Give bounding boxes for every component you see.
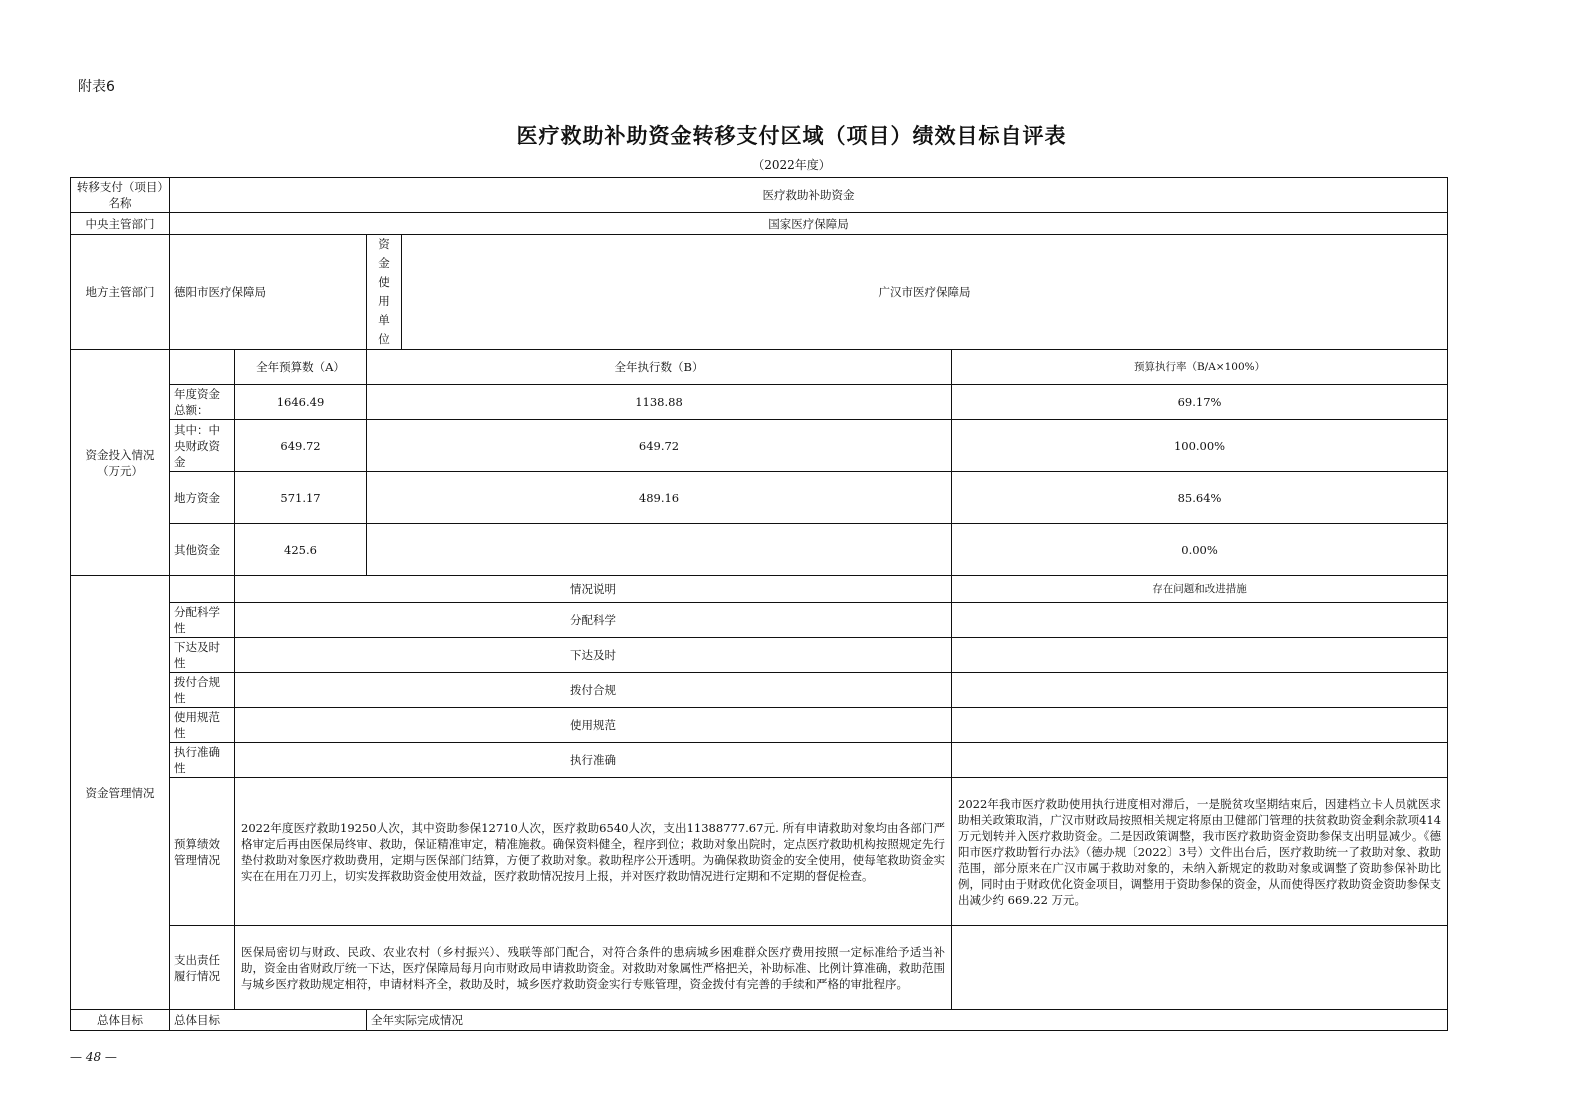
funds-row-label: 年度资金总额： bbox=[170, 385, 235, 420]
mgmt-row-issues bbox=[952, 638, 1448, 673]
page-title: 医疗救助补助资金转移支付区域（项目）绩效目标自评表 bbox=[516, 123, 1067, 148]
mgmt-row-issues bbox=[952, 743, 1448, 778]
funds-row-executed bbox=[367, 524, 952, 576]
funds-row bbox=[71, 472, 1448, 524]
funds-header-blank bbox=[170, 350, 235, 385]
mgmt-header-issues: 存在问题和改进措施 bbox=[952, 576, 1448, 603]
project-name-label: 转移支付（项目）名称 bbox=[71, 178, 170, 213]
mgmt-row-label: 预算绩效管理情况 bbox=[170, 778, 235, 926]
mgmt-row-label: 拨付合规性 bbox=[170, 673, 235, 708]
mgmt-row-desc: 执行准确 bbox=[235, 743, 952, 778]
mgmt-row bbox=[71, 708, 1448, 743]
funds-row-executed: 489.16 bbox=[367, 472, 952, 524]
evaluation-table bbox=[70, 177, 1448, 1031]
mgmt-row bbox=[71, 743, 1448, 778]
goal-label: 总体目标 bbox=[71, 1010, 170, 1031]
funds-row-rate: 100.00% bbox=[952, 420, 1448, 472]
funds-row-budget: 649.72 bbox=[235, 420, 367, 472]
funds-section-label: 资金投入情况（万元） bbox=[71, 350, 170, 576]
mgmt-row bbox=[71, 673, 1448, 708]
mgmt-row-label: 下达及时性 bbox=[170, 638, 235, 673]
mgmt-row-desc: 使用规范 bbox=[235, 708, 952, 743]
mgmt-row bbox=[71, 603, 1448, 638]
funds-row-rate: 85.64% bbox=[952, 472, 1448, 524]
local-dept-value: 德阳市医疗保障局 bbox=[170, 235, 367, 350]
funds-row-label: 其中：中央财政资金 bbox=[170, 420, 235, 472]
mgmt-row-budget-performance bbox=[71, 778, 1448, 926]
fund-user-label: 资金使用单位 bbox=[378, 237, 390, 346]
mgmt-row-label: 执行准确性 bbox=[170, 743, 235, 778]
funds-row-budget: 571.17 bbox=[235, 472, 367, 524]
year-subtitle: （2022年度） bbox=[752, 158, 831, 172]
central-dept-value: 国家医疗保障局 bbox=[170, 213, 1448, 235]
central-dept-label: 中央主管部门 bbox=[71, 213, 170, 235]
local-dept-label: 地方主管部门 bbox=[71, 235, 170, 350]
mgmt-header-desc: 情况说明 bbox=[235, 576, 952, 603]
mgmt-row-label: 支出责任履行情况 bbox=[170, 926, 235, 1010]
mgmt-header-row bbox=[71, 576, 1448, 603]
mgmt-row-label: 使用规范性 bbox=[170, 708, 235, 743]
mgmt-row-issues: 2022年我市医疗救助使用执行进度相对滞后，一是脱贫攻坚期结束后，因建档立卡人员就医求助相关政策取消，广汉市财政局按照相关规定将原由卫健部门管理的扶贫救助资金剩余款项414 万元划转并入医疗救助资金。二是因政策调整，我市医疗救助资金资助参保支出明显减少。《德阳市医疗救助暂行办法》（德办规〔2022〕3号）文件出台后，医疗救助统一了救助对象、救助范围，部分原来在广汉市属于救助对象的，未纳入新规定的救助对象或调整了资助参保补助比例，同时由于财政优化资金项目，调整用于资助参保的资金，从而使得医疗救助资金资助参保支出减少约 669.22 万元。 bbox=[952, 778, 1448, 926]
mgmt-header-blank bbox=[170, 576, 235, 603]
funds-header-row bbox=[71, 350, 1448, 385]
mgmt-row-label: 分配科学性 bbox=[170, 603, 235, 638]
funds-row bbox=[71, 385, 1448, 420]
goal-row bbox=[71, 1010, 1448, 1031]
fund-user-label-cell bbox=[367, 235, 402, 350]
mgmt-row-issues bbox=[952, 603, 1448, 638]
local-dept-row bbox=[71, 235, 1448, 350]
funds-row bbox=[71, 524, 1448, 576]
mgmt-row-issues bbox=[952, 673, 1448, 708]
funds-row-budget: 425.6 bbox=[235, 524, 367, 576]
mgmt-row-desc: 医保局密切与财政、民政、农业农村（乡村振兴）、残联等部门配合，对符合条件的患病城乡困难群众医疗费用按照一定标准给予适当补助，资金由省财政厅统一下达，医疗保障局每月向市财政局申请救助资金。对救助对象属性严格把关，补助标准、比例计算准确，救助范围与城乡医疗救助规定相符，申请材料齐全，救助及时，城乡医疗救助资金实行专账管理，资金拨付有完善的手续和严格的审批程序。 bbox=[235, 926, 952, 1010]
funds-row bbox=[71, 420, 1448, 472]
mgmt-row-issues bbox=[952, 708, 1448, 743]
mgmt-row-desc: 分配科学 bbox=[235, 603, 952, 638]
funds-row-rate: 69.17% bbox=[952, 385, 1448, 420]
mgmt-row-issues bbox=[952, 926, 1448, 1010]
mgmt-row-desc: 下达及时 bbox=[235, 638, 952, 673]
fund-user-value: 广汉市医疗保障局 bbox=[402, 235, 1448, 350]
funds-row-executed: 1138.88 bbox=[367, 385, 952, 420]
page-number: — 48 — bbox=[70, 1050, 117, 1064]
funds-header-executed: 全年执行数（B） bbox=[367, 350, 952, 385]
funds-row-label: 其他资金 bbox=[170, 524, 235, 576]
funds-row-budget: 1646.49 bbox=[235, 385, 367, 420]
project-name-row bbox=[71, 178, 1448, 213]
funds-row-executed: 649.72 bbox=[367, 420, 952, 472]
funds-header-rate: 预算执行率（B/A×100%） bbox=[952, 350, 1448, 385]
mgmt-section-label: 资金管理情况 bbox=[71, 576, 170, 1010]
funds-header-budget: 全年预算数（A） bbox=[235, 350, 367, 385]
mgmt-row-desc: 2022年度医疗救助19250人次，其中资助参保12710人次，医疗救助6540人次，支出11388777.67元. 所有申请救助对象均由各部门严格审定后再由医保局终审、救助，保证精准审定，精准施救。确保资料健全，程序到位；救助对象出院时，定点医疗救助机构按照规定先行垫付救助对象医疗救助费用，定期与医保部门结算，方便了救助对象。救助程序公开透明。为确保救助资金的安全使用，使每笔救助资金实实在在用在刀刃上，切实发挥救助资金使用效益，医疗救助情况按月上报，并对医疗救助情况进行定期和不定期的督促检查。 bbox=[235, 778, 952, 926]
project-name-value: 医疗救助补助资金 bbox=[170, 178, 1448, 213]
mgmt-row bbox=[71, 638, 1448, 673]
appendix-label: 附表6 bbox=[78, 79, 115, 95]
mgmt-row-expenditure-duty bbox=[71, 926, 1448, 1010]
goal-sub-label: 总体目标 bbox=[170, 1010, 367, 1031]
goal-actual-label: 全年实际完成情况 bbox=[367, 1010, 1448, 1031]
funds-row-label: 地方资金 bbox=[170, 472, 235, 524]
mgmt-row-desc: 拨付合规 bbox=[235, 673, 952, 708]
central-dept-row bbox=[71, 213, 1448, 235]
funds-row-rate: 0.00% bbox=[952, 524, 1448, 576]
